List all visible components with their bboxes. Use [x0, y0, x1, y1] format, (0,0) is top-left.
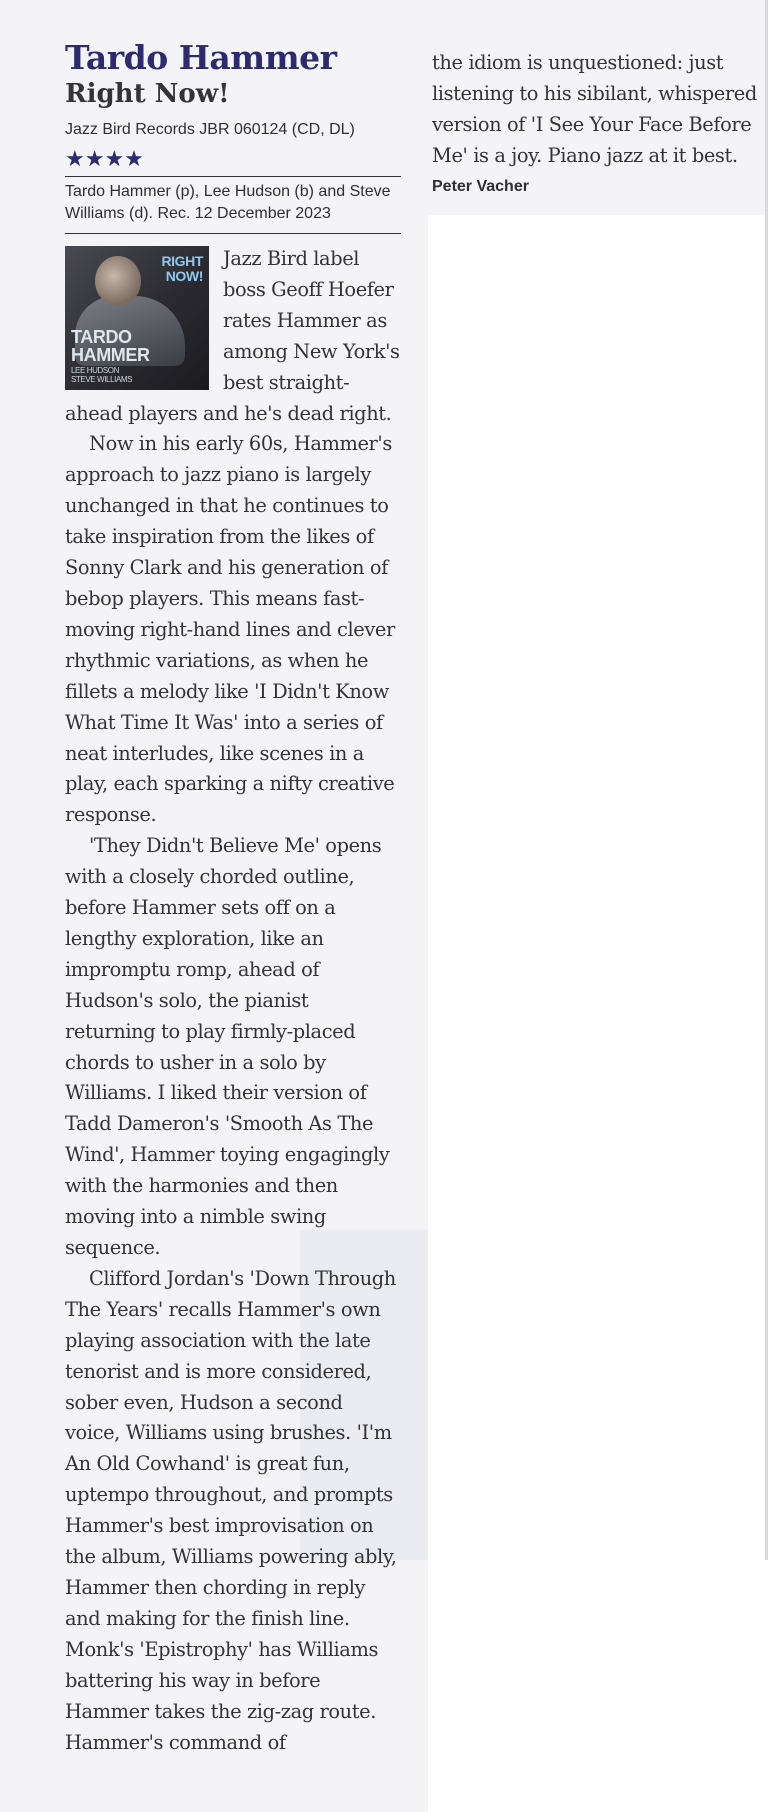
paragraph: the idiom is unquestioned: just listening to his sibilant, whispered version of 'I See Your Face Before Me' is a joy. Piano jazz at it best. — [432, 51, 757, 167]
album-title: Right Now! — [65, 79, 230, 109]
paragraph: 'They Didn't Believe Me' opens with a closely chorded outline, before Hammer sets off on a lengthy exploration, like an impromptu romp, ahead of Hudson's solo, the pianist returning to play firmly-placed chords to usher in a solo by Williams. I liked their version of Tadd Dameron's 'Smooth As The Wind', Hammer toying engagingly with the harmonies and then moving into a nimble swing sequence. — [65, 834, 390, 1259]
cover-artist: TARDO HAMMER — [71, 327, 150, 365]
album-cover-image — [65, 246, 209, 390]
cover-head — [95, 256, 141, 306]
review-right-column — [432, 48, 762, 196]
author-byline: Peter Vacher — [432, 177, 529, 195]
blank-panel — [428, 215, 768, 1812]
cover-title: RIGHT NOW! — [161, 253, 203, 284]
artist-title: Tardo Hammer — [65, 38, 337, 77]
divider — [65, 176, 401, 177]
label-catalog: Jazz Bird Records JBR 060124 (CD, DL) — [65, 121, 355, 138]
review-left-column — [65, 40, 401, 1758]
review-body — [65, 244, 401, 1758]
star-rating: ★★★★ — [65, 147, 144, 172]
divider — [65, 233, 401, 234]
paragraph: Clifford Jordan's 'Down Through The Years' recalls Hammer's own playing association with the late tenorist and is more considered, sober even, Hudson a second voice, Williams using brushes. 'I'm An Old Cowhand' is great fun, uptempo throughout, and prompts Hammer's best improvisation on the album, Williams powering ably, Hammer then chording in reply and making for the finish line. Monk's 'Epistrophy' has Williams battering his way in before Hammer takes the zig-zag route. Hammer's command of — [65, 1266, 397, 1754]
paragraph: Jazz Bird label boss Geoff Hoefer rates Hammer as among New York's best straight-ahead players and he's dead right. — [65, 247, 400, 425]
personnel-credits: Tardo Hammer (p), Lee Hudson (b) and Steve Williams (d). Rec. 12 December 2023 — [65, 183, 391, 222]
paragraph: Now in his early 60s, Hammer's approach to jazz piano is largely unchanged in that he continues to take inspiration from the likes of Sonny Clark and his generation of bebop players. This means fast-moving right-hand lines and clever rhythmic variations, as when he fillets a melody like 'I Didn't Know What Time It Was' into a series of neat interludes, like scenes in a play, each sparking a nifty creative response. — [65, 432, 395, 827]
cover-sidemen: LEE HUDSON STEVE WILLIAMS — [71, 366, 133, 384]
review-continuation — [432, 48, 762, 172]
